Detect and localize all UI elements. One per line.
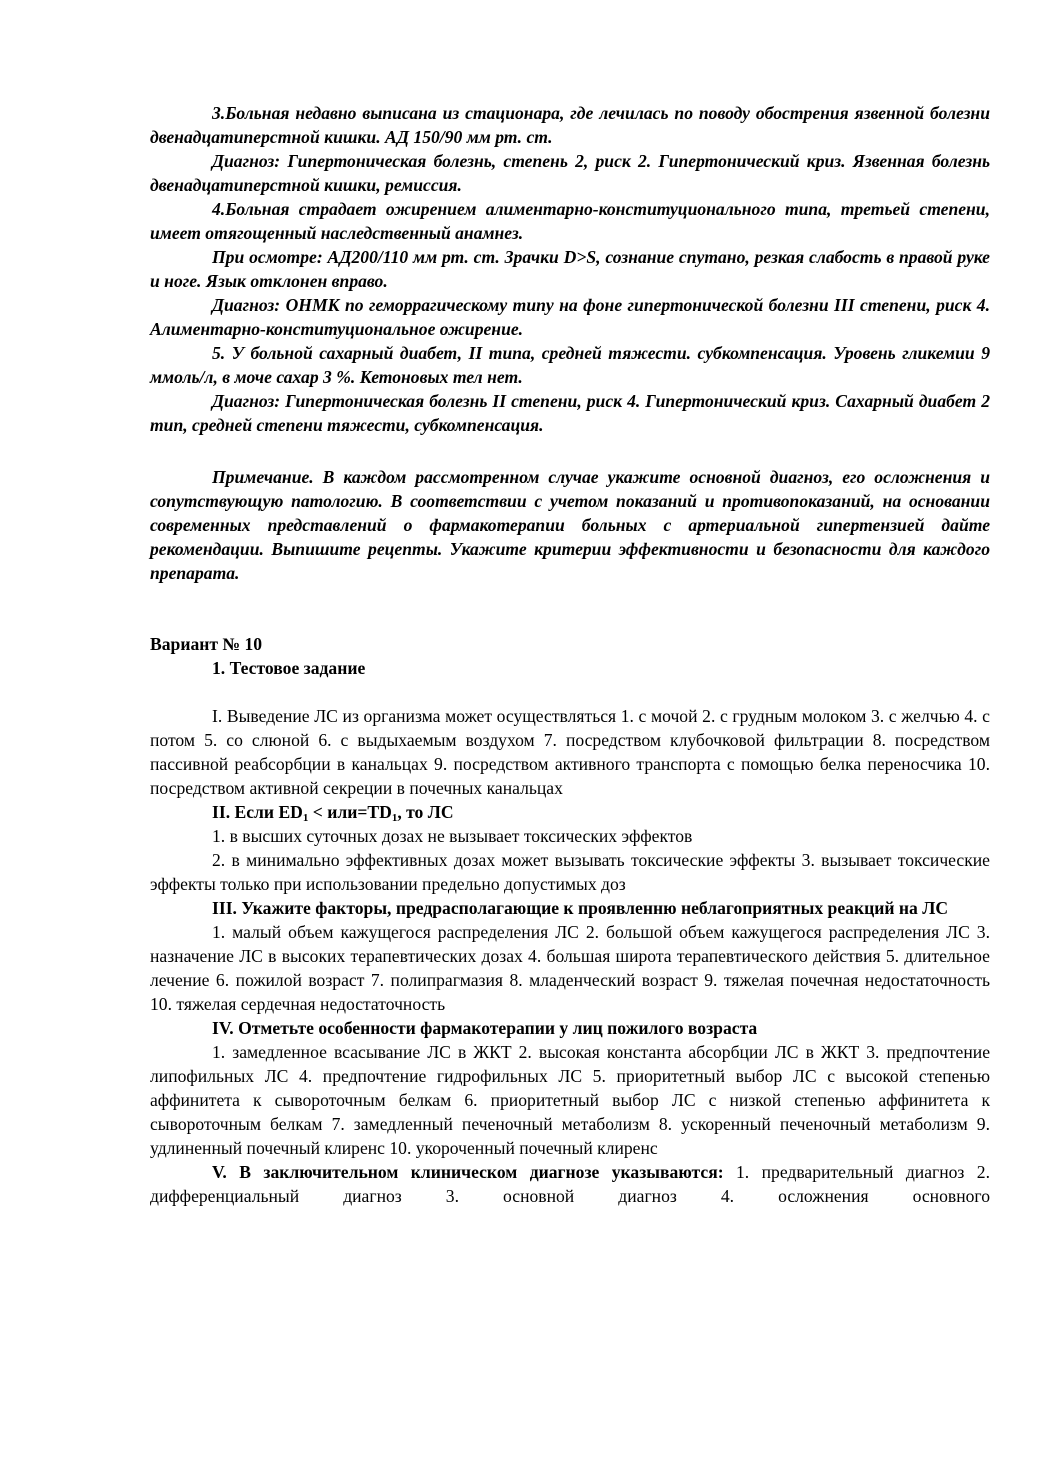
case-4-exam: При осмотре: АД200/110 мм рт. ст. Зрачки D>S, сознание спутано, резкая слабость в правой руке и ноге. Язык отклонен вправо. bbox=[150, 247, 990, 291]
question-1: I. Выведение ЛС из организма может осуществляться 1. с мочой 2. с грудным молоком 3. с желчью 4. с потом 5. со слюной 6. с выдыхаемым воздухом 7. посредством клубочковой фильтрации 8. посредством пассивной реабсорбции в канальцах 9. посредством активного транспорта с помощью белка переносчика 10. посредством активной секреции в почечных канальцах bbox=[150, 706, 990, 798]
questions-section bbox=[150, 704, 990, 1208]
question-4-body: 1. замедленное всасывание ЛС в ЖКТ 2. высокая константа абсорбции ЛС в ЖКТ 3. предпочтение липофильных ЛС 4. предпочтение гидрофильных ЛС 5. приоритетный выбор ЛС с высокой степенью аффинитета к сывороточным белкам 6. приоритетный выбор ЛС с низкой степенью аффинитета к сывороточным белкам 7. замедленный печеночный метаболизм 8. ускоренный печеночный метаболизм 9. удлиненный почечный клиренс 10. укороченный почечный клиренс bbox=[150, 1042, 990, 1158]
case-3-diagnosis: Диагноз: Гипертоническая болезнь, степень 2, риск 2. Гипертонический криз. Язвенная болезнь двенадцатиперстной кишки, ремиссия. bbox=[150, 151, 990, 195]
case-3-text: 3.Больная недавно выписана из стационара, где лечилась по поводу обострения язвенной болезни двенадцатиперстной кишки. АД 150/90 мм рт. ст. bbox=[150, 103, 990, 147]
question-3-body: 1. малый объем кажущегося распределения ЛС 2. большой объем кажущегося распределения ЛС 3. назначение ЛС в высоких терапевтических дозах 4. большая широта терапевтического действия 5. длительное лечение 6. пожилой возраст 7. полипрагмазия 8. младенческий возраст 9. тяжелая почечная недостаточность 10. тяжелая сердечная недостаточность bbox=[150, 922, 990, 1014]
variant-section bbox=[150, 632, 990, 680]
test-heading: 1. Тестовое задание bbox=[212, 658, 366, 678]
question-5 bbox=[150, 1160, 990, 1208]
question-2-options-2-3: 2. в минимально эффективных дозах может вызывать токсические эффекты 3. вызывает токсические эффекты только при использовании предельно допустимых доз bbox=[150, 850, 990, 894]
note-section bbox=[150, 465, 990, 585]
question-5-body: 1. предварительный диагноз 2. дифференциальный диагноз 3. основной диагноз 4. осложнения основного bbox=[150, 1162, 990, 1206]
question-3-title: III. Укажите факторы, предрасполагающие к проявленню неблагоприятных реакций на ЛС bbox=[212, 898, 949, 918]
note-text: Примечание. В каждом рассмотренном случае укажите основной диагноз, его осложнения и сопутствующую патологию. В соответствии с учетом показаний и противопоказаний, на основании современных представлений о фармакотерапии больных с артериальной гипертензией дайте рекомендации. Выпишите рецепты. Укажите критерии эффективности и безопасности для каждого препарата. bbox=[150, 467, 990, 583]
case-4-text: 4.Больная страдает ожирением алиментарно-конституционального типа, третьей степени, имеет отягощенный наследственный анамнез. bbox=[150, 199, 990, 243]
case-5-text: 5. У больной сахарный диабет, II типа, средней тяжести. субкомпенсация. Уровень гликемии 9 ммоль/л, в моче сахар 3 %. Кетоновых тел нет. bbox=[150, 343, 990, 387]
question-2-title: II. Если $ED_1 < или=TD_1$, то ЛС bbox=[212, 802, 454, 824]
cases-section bbox=[150, 101, 990, 437]
case-4-diagnosis: Диагноз: ОНМК по геморрагическому типу на фоне гипертонической болезни III степени, риск 4. Алиментарно-конституциональное ожирение. bbox=[150, 295, 990, 339]
question-2-option-1: 1. в высших суточных дозах не вызывает токсических эффектов bbox=[212, 826, 693, 846]
variant-title: Вариант № 10 bbox=[150, 634, 263, 654]
case-5-diagnosis: Диагноз: Гипертоническая болезнь II степени, риск 4. Гипертонический криз. Сахарный диабет 2 тип, средней степени тяжести, субкомпенсация. bbox=[150, 391, 990, 435]
question-4-title: IV. Отметьте особенности фармакотерапии у лиц пожилого возраста bbox=[212, 1018, 758, 1038]
question-5-title: V. В заключительном клиническом диагнозе указываются: bbox=[212, 1162, 724, 1182]
